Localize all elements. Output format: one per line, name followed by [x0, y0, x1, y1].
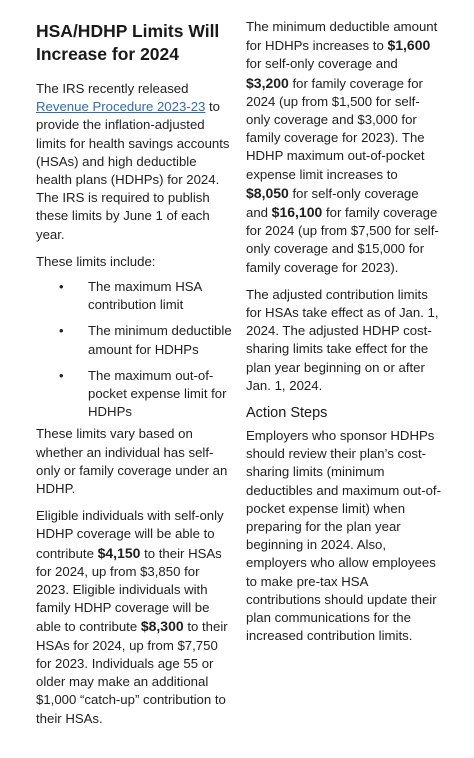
coverage-paragraph: These limits vary based on whether an individual has self-only or family coverage under an HDHP. [36, 426, 228, 497]
self-only-oop-limit: $8,050 [246, 184, 289, 201]
self-only-hsa-limit: $4,150 [97, 544, 141, 561]
deductible-text: for self-only coverage and [246, 185, 419, 221]
limits-list [36, 278, 232, 421]
limits-list-item [36, 278, 232, 314]
deductible-text: The minimum deductible amount for HDHPs increases to [246, 19, 438, 54]
family-hsa-limit: $8,300 [140, 618, 184, 635]
limit-label: The minimum deductible amount for HDHPs [88, 323, 232, 357]
intro-paragraph [36, 80, 232, 244]
limit-label: The maximum HSA contribution limit [88, 279, 202, 313]
eligible-contribution-paragraph [36, 507, 232, 727]
deductible-text: for family coverage for 2024 (up from $1,500 for self-only coverage and $3,000 for family coverage for 2023). The HDHP maximum out-of-pocket expense limit increases to [246, 75, 425, 182]
bullet-icon: • [59, 279, 64, 295]
eligible-text: to their HSAs for 2024, up from $7,750 for 2023. Individuals age 55 or older may make an additional $1,000 “catch-up” contribution to their HSAs. [36, 619, 228, 726]
eligible-text: to their HSAs for 2024, up from $3,850 for 2023. Eligible individuals with family HDHP coverage will be able to contribute [36, 545, 222, 635]
action-steps-paragraph: Employers who sponsor HDHPs should review their plan’s cost-sharing limits (minimum deductibles and maximum out-of-pocket expense limit) when preparing for the plan year beginning in 2024. Also, employers who allow employees to make pre-tax HSA contributions should update their plan communications for the increased contribution limits. [246, 428, 441, 644]
limits-intro: These limits include: [36, 253, 156, 269]
deductible-text: for self-only coverage and [246, 56, 398, 72]
action-steps-heading: Action Steps [246, 405, 328, 422]
limits-list-item [36, 367, 232, 422]
left-column [36, 18, 232, 737]
deductible-paragraph [246, 18, 442, 277]
article-title: HSA/HDHP Limits Will Increase for 2024 [36, 21, 220, 64]
bullet-icon: • [59, 323, 64, 339]
eligible-text: Eligible individuals with self-only HDHP coverage will be able to contribute [36, 508, 224, 561]
limit-label: The maximum out-of-pocket expense limit for HDHPs [88, 367, 227, 420]
right-column [246, 18, 442, 655]
revenue-procedure-link[interactable]: Revenue Procedure 2023-23 [36, 99, 206, 115]
family-min-deductible: $3,200 [246, 74, 289, 91]
effective-date-paragraph: The adjusted contribution limits for HSAs take effect as of Jan. 1, 2024. The adjusted HDHP cost-sharing limits take effect for the plan year beginning on or after Jan. 1, 2024. [246, 286, 439, 393]
intro-text-before-link: The IRS recently released [36, 81, 189, 96]
intro-text-after-link: to provide the inflation-adjusted limits for health savings accounts (HSAs) and high deductible health plans (HDHPs) for 2024. The IRS is required to publish these limits by June 1 of each year. [36, 99, 230, 242]
family-oop-limit: $16,100 [271, 204, 323, 221]
self-only-min-deductible: $1,600 [387, 37, 431, 54]
limits-list-item [36, 322, 232, 358]
bullet-icon: • [59, 367, 64, 383]
deductible-text: for family coverage for 2024 (up from $7,500 for self-only coverage and $15,000 for family coverage for 2023). [246, 205, 439, 275]
